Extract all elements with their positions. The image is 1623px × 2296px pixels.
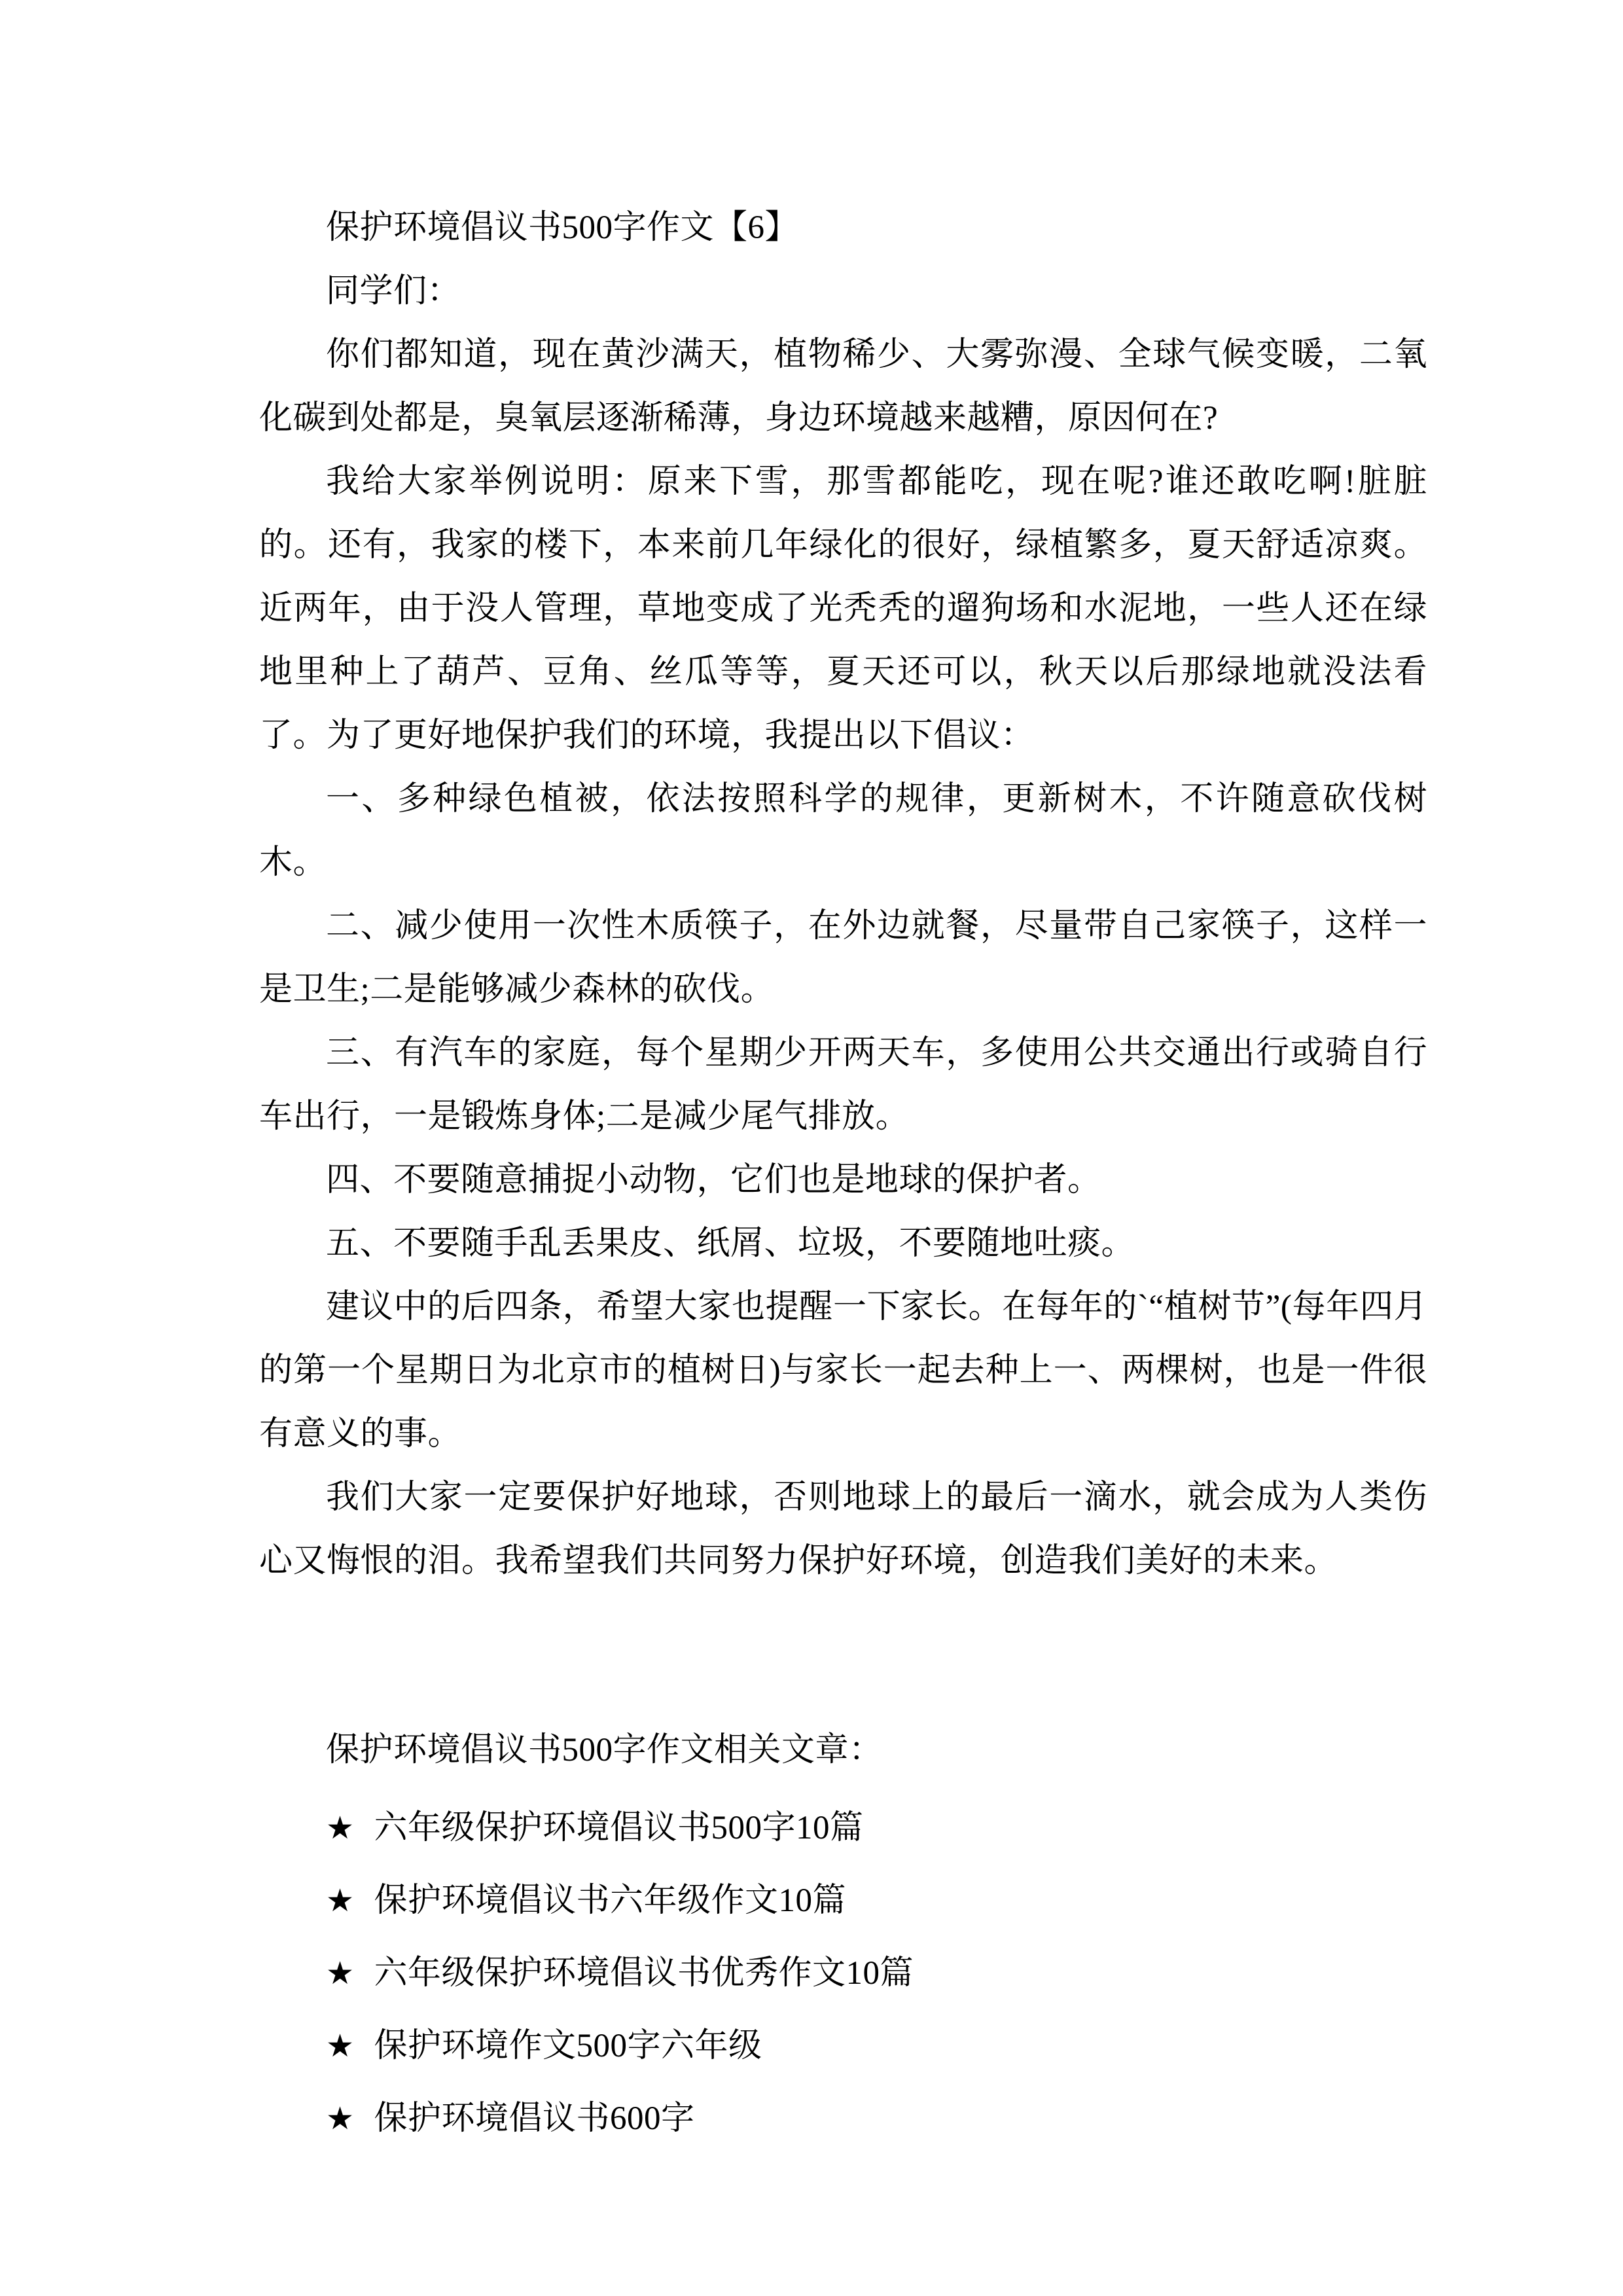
proposal-item-5: 五、不要随手乱丢果皮、纸屑、垃圾，不要随地吐痰。 — [326, 1225, 1135, 1262]
star-icon: ★ — [326, 1956, 355, 1991]
star-icon: ★ — [326, 1811, 355, 1846]
essay-title: 保护环境倡议书500字作文【6】 — [326, 209, 799, 246]
paragraph: 建议中的后四条，希望大家也提醒一下家长。在每年的`“植树节”(每年四月的第一个星期日为北京市的植树日)与家长一起去种上一、两棵树，也是一件很有意义的事。 — [259, 1289, 1427, 1452]
related-articles-section — [259, 1719, 1427, 2151]
related-article-label: 保护环境作文500字六年级 — [374, 2028, 762, 2064]
related-articles-heading: 保护环境倡议书500字作文相关文章： — [326, 1732, 883, 1768]
star-icon: ★ — [326, 1884, 355, 1918]
related-article-label: 六年级保护环境倡议书优秀作文10篇 — [374, 1955, 914, 1992]
closing-paragraph: 我们大家一定要保护好地球，否则地球上的最后一滴水，就会成为人类伤心又悔恨的泪。我希望我们共同努力保护好环境，创造我们美好的未来。 — [259, 1479, 1427, 1579]
document-body — [259, 196, 1427, 2160]
proposal-item-4: 四、不要随意捕捉小动物，它们也是地球的保护者。 — [326, 1162, 1101, 1198]
related-article-item — [259, 2015, 1427, 2078]
related-article-label: 六年级保护环境倡议书500字10篇 — [374, 1810, 864, 1846]
paragraph: 我给大家举例说明：原来下雪，那雪都能吃，现在呢?谁还敢吃啊!脏脏的。还有，我家的楼下，本来前几年绿化的很好，绿植繁多，夏天舒适凉爽。近两年，由于没人管理，草地变成了光秃秃的遛狗场和水泥地，一些人还在绿地里种上了葫芦、豆角、丝瓜等等，夏天还可以，秋天以后那绿地就没法看了。为了更好地保护我们的环境，我提出以下倡议： — [259, 463, 1427, 754]
related-article-label: 保护环境倡议书六年级作文10篇 — [374, 1882, 847, 1919]
proposal-item-1: 一、多种绿色植被，依法按照科学的规律，更新树木，不许随意砍伐树木。 — [259, 781, 1427, 881]
proposal-item-2: 二、减少使用一次性木质筷子，在外边就餐，尽量带自己家筷子，这样一是卫生;二是能够减少森林的砍伐。 — [259, 908, 1427, 1008]
star-icon: ★ — [326, 2029, 355, 2064]
paragraph: 你们都知道，现在黄沙满天，植物稀少、大雾弥漫、全球气候变暖，二氧化碳到处都是，臭氧层逐渐稀薄，身边环境越来越糟，原因何在? — [259, 336, 1427, 437]
star-icon: ★ — [326, 2102, 355, 2136]
related-article-item — [259, 1797, 1427, 1860]
proposal-item-3: 三、有汽车的家庭，每个星期少开两天车，多使用公共交通出行或骑自行车出行，一是锻炼身体;二是减少尾气排放。 — [259, 1035, 1427, 1135]
related-article-item — [259, 1869, 1427, 1933]
related-article-label: 保护环境倡议书600字 — [374, 2100, 695, 2137]
related-article-item — [259, 1942, 1427, 2005]
related-article-item — [259, 2087, 1427, 2151]
salutation: 同学们： — [326, 273, 461, 310]
